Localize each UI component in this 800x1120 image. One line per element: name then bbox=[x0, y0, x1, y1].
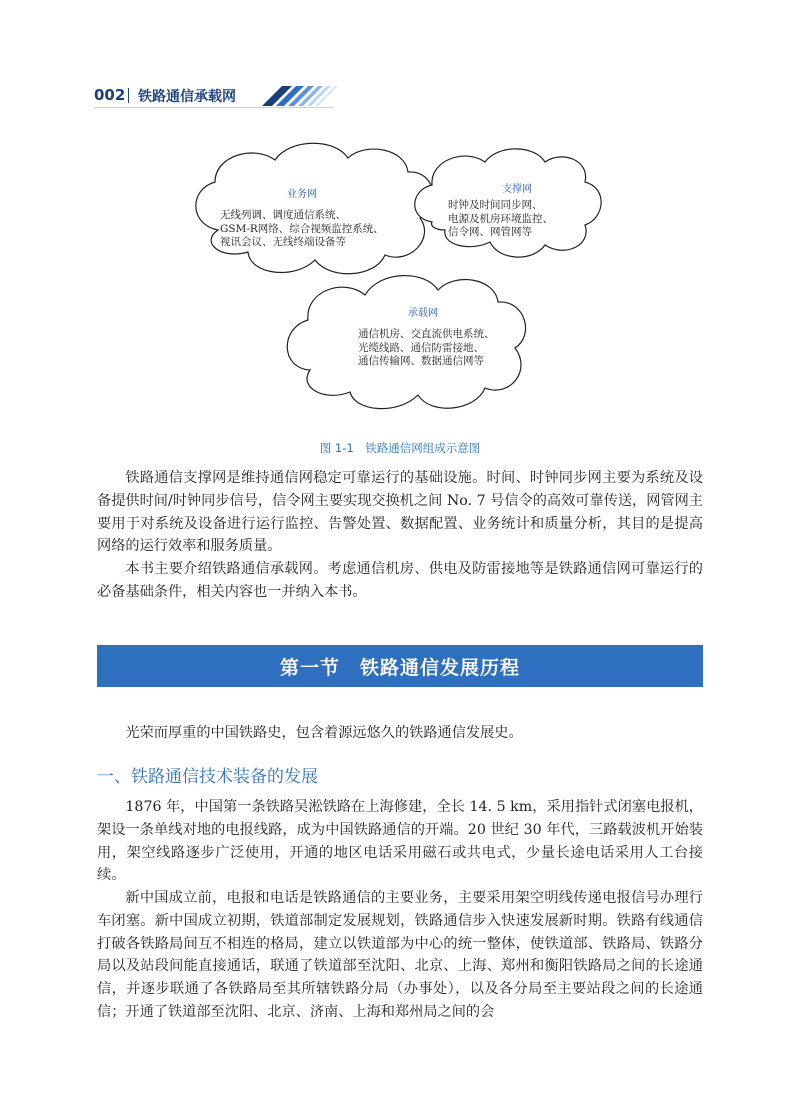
bearer-line: 通信传输网、数据通信网等 bbox=[358, 355, 484, 367]
business-network-content bbox=[220, 209, 384, 250]
paragraph-book-scope: 本书主要介绍铁路通信承载网。考虑通信机房、供电及防雷接地等是铁路通信网可靠运行的必备基础条件，相关内容也一并纳入本书。 bbox=[97, 561, 703, 600]
support-line: 信令网、网管网等 bbox=[448, 226, 532, 238]
bearer-line: 光缆线路、通信防雷接地、 bbox=[358, 341, 484, 354]
support-line: 时钟及时间同步网、 bbox=[448, 199, 543, 211]
support-network-title: 支撑网 bbox=[502, 184, 532, 195]
bearer-network-content bbox=[358, 328, 495, 369]
paragraph-support-network: 铁路通信支撑网是维持通信网稳定可靠运行的基础设施。时间、时钟同步网主要为系统及设备提供时间/时钟同步信号，信令网主要实现交换机之间 No. 7 号信令的高效可靠传送，网管网主要用于对系统及设备进行运行监控、告警处置、数据配置、业务统计和质量分析，其目的是提高网络的运行效率和服务质量。 bbox=[97, 470, 703, 555]
support-network-content bbox=[448, 199, 553, 240]
subheading: 一、铁路通信技术装备的发展 bbox=[97, 767, 318, 787]
paragraph-intro: 光荣而厚重的中国铁路史，包含着源远悠久的铁路通信发展史。 bbox=[125, 725, 523, 741]
section-title: 第一节 铁路通信发展历程 bbox=[279, 656, 520, 679]
network-composition-diagram bbox=[180, 130, 630, 440]
paragraph-history-new-china: 新中国成立前，电报和电话是铁路通信的主要业务，主要采用架空明线传递电报信号办理行车闭塞。新中国成立初期，铁道部制定发展规划，铁路通信步入快速发展新时期。铁路有线通信打破各铁路局间互不相连的格局，建立以铁道部为中心的统一整体，使铁道部、铁路局、铁路分局以及站段间能直接通话，联通了铁道部至沈阳、北京、上海、郑州和衡阳铁路局之间的长途通信，并逐步联通了各铁路局至其所辖铁路分局（办事处），以及各分局至主要站段之间的长途通信；开通了铁道部至沈阳、北京、济南、上海和郑州局之间的会 bbox=[97, 890, 703, 1020]
book-title: 铁路通信承载网 bbox=[138, 89, 236, 105]
bearer-network-title: 承载网 bbox=[408, 308, 438, 319]
bearer-line: 通信机房、交直流供电系统、 bbox=[358, 328, 495, 340]
figure-caption: 图 1-1 铁路通信网组成示意图 bbox=[319, 441, 481, 455]
business-line: 无线列调、调度通信系统、 bbox=[220, 209, 346, 221]
business-line: 视讯会议、无线终端设备等 bbox=[220, 236, 346, 248]
header-stripes-decoration bbox=[248, 84, 408, 108]
support-line: 电源及机房环境监控、 bbox=[448, 212, 553, 225]
business-network-title: 业务网 bbox=[287, 189, 317, 200]
header-separator bbox=[128, 88, 129, 103]
section-title-bar bbox=[97, 645, 703, 687]
paragraph-history-1876: 1876 年，中国第一条铁路吴淞铁路在上海修建，全长 14. 5 km，采用指针式闭塞电报机，架设一条单线对地的电报线路，成为中国铁路通信的开端。20 世纪 30 年代，三路载波机开始装用，架空线路逐步广泛使用，开通的地区电话采用磁石或共电式，少量长途电话采用人工台接续。 bbox=[97, 799, 703, 884]
cloud-shapes bbox=[180, 130, 630, 440]
business-line: GSM-R网络、综合视频监控系统、 bbox=[220, 222, 384, 235]
page-number: 002 bbox=[94, 86, 126, 104]
